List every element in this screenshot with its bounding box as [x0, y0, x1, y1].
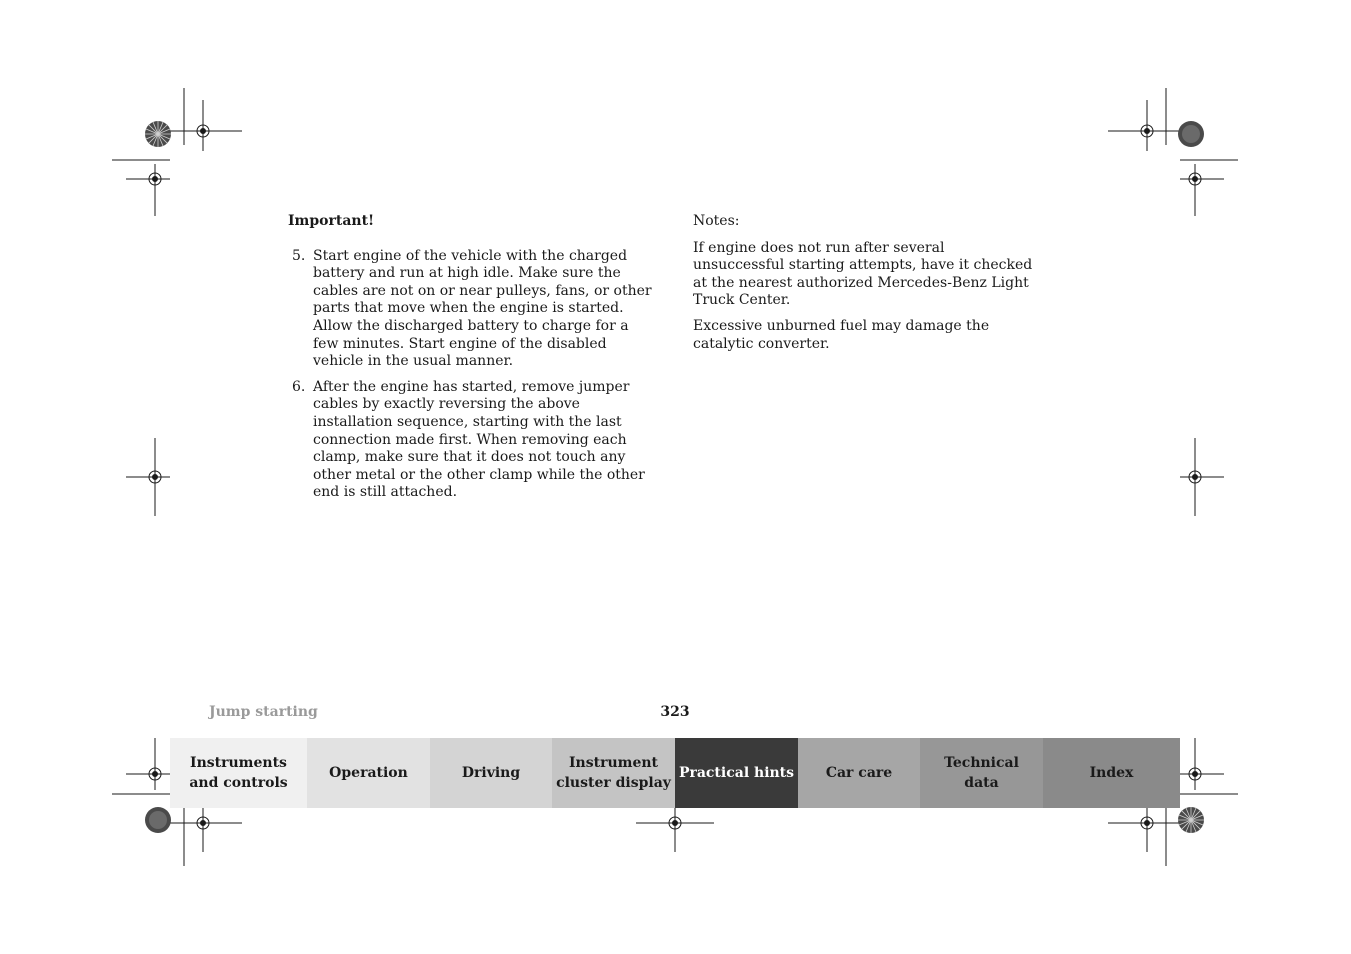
starburst-icon [1178, 807, 1204, 833]
step-number: 6. [292, 378, 306, 395]
tab-instrument-cluster-display[interactable]: Instrument cluster display [552, 738, 675, 808]
registration-target-icon [1180, 164, 1224, 216]
note-paragraph: Excessive unburned fuel may damage the catalytic converter. [693, 317, 990, 352]
tab-car-care[interactable]: Car care [798, 738, 920, 808]
tab-instruments-and-controls[interactable]: Instruments and controls [170, 738, 307, 808]
tab-technical-data[interactable]: Technical data [920, 738, 1043, 808]
right-column [693, 213, 1038, 361]
important-heading: Important! [288, 213, 375, 229]
tab-operation[interactable]: Operation [307, 738, 430, 808]
registration-target-icon [164, 806, 242, 852]
registration-target-icon [126, 438, 170, 516]
list-item [288, 379, 654, 502]
tab-driving[interactable]: Driving [430, 738, 552, 808]
step-number: 5. [292, 247, 306, 264]
registration-target-icon [1180, 738, 1224, 790]
registration-target-icon [1108, 806, 1186, 852]
section-name: Jump starting [209, 704, 318, 720]
tab-practical-hints[interactable]: Practical hints [675, 738, 798, 808]
notes-label: Notes: [693, 213, 740, 229]
starburst-icon [145, 121, 171, 147]
list-item [288, 248, 654, 371]
registration-target-icon [126, 738, 170, 790]
registration-target-icon [126, 164, 170, 216]
tab-index[interactable]: Index [1043, 738, 1180, 808]
step-text: Start engine of the vehicle with the charged battery and run at high idle. Make sure the cables are not on or near pulleys, fans, or other parts that move when the engine is started. Allow the discharged battery to charge for a few minutes. Start engine of the disabled vehicle in the usual manner. [313, 247, 652, 370]
note-paragraph: If engine does not run after several unsuccessful starting attempts, have it checked at the nearest authorized Mercedes-Benz Light Truck Center. [693, 239, 1033, 309]
starburst-icon [145, 807, 171, 833]
left-column [288, 213, 654, 510]
steps-list [288, 248, 654, 502]
registration-target-icon [1180, 438, 1224, 516]
step-text: After the engine has started, remove jumper cables by exactly reversing the above installation sequence, starting with the last connection made first. When removing each clamp, make sure that it does not touch any other metal or the other clamp while the other end is still attached. [313, 378, 645, 501]
starburst-icon [1178, 121, 1204, 147]
page-number: 323 [660, 704, 690, 720]
chapter-tabs [170, 738, 1180, 808]
registration-target-icon [1108, 100, 1186, 151]
registration-target-icon [636, 806, 714, 852]
registration-target-icon [164, 100, 242, 151]
